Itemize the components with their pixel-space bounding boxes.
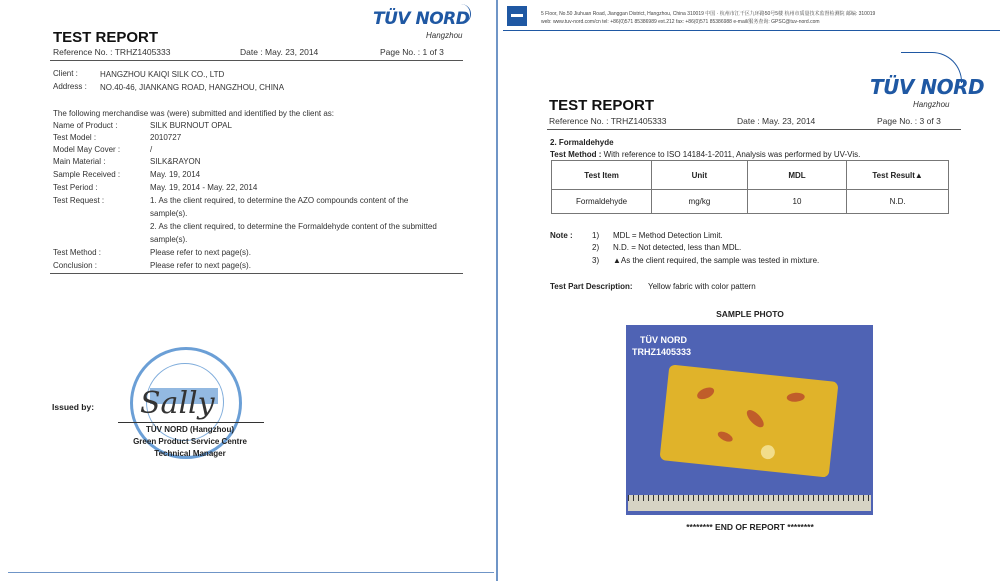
field-value: 2010727 xyxy=(150,133,182,142)
table-cell: mg/kg xyxy=(652,190,748,214)
conclusion-label: Conclusion : xyxy=(53,261,98,270)
page-number: Page No. : 3 of 3 xyxy=(877,116,941,126)
address-label: Address : xyxy=(53,82,87,91)
request-continuation: sample(s). xyxy=(150,235,188,244)
field-label: Name of Product : xyxy=(53,121,118,130)
method-value: Please refer to next page(s). xyxy=(150,248,251,257)
signer-title: Technical Manager xyxy=(154,449,226,458)
field-label: Test Request : xyxy=(53,196,105,205)
letterhead-contact: web: www.tuv-nord.com/cn tel: +86(0)571 85386989 ext.212 fax: +86(0)571 85386988 e-mail/服务查询: GPSC@tuv-nord.com xyxy=(541,19,820,25)
field-label: Test Period : xyxy=(53,183,98,192)
fabric-leaf-pattern xyxy=(716,429,734,443)
table-cell: N.D. xyxy=(847,190,949,214)
report-title: TEST REPORT xyxy=(53,29,159,46)
request-continuation: sample(s). xyxy=(150,209,188,218)
signature-line xyxy=(118,422,264,423)
letterhead-rule xyxy=(503,30,1000,31)
field-value: SILK BURNOUT OPAL xyxy=(150,121,232,130)
table-header-row xyxy=(552,161,949,190)
fabric-leaf-pattern xyxy=(744,407,766,430)
page-number: Page No. : 1 of 3 xyxy=(380,47,444,57)
header-rule xyxy=(50,60,463,61)
field-value: / xyxy=(150,145,153,154)
fabric-flower-pattern xyxy=(760,444,775,459)
note-label: Note : xyxy=(550,231,573,240)
footer-rule xyxy=(50,273,463,274)
photo-label-brand: TÜV NORD xyxy=(640,335,687,345)
sample-photo-title: SAMPLE PHOTO xyxy=(716,309,784,319)
report-date: Date : May. 23, 2014 xyxy=(240,47,319,57)
table-header: Test Result▲ xyxy=(847,161,949,190)
report-date: Date : May. 23, 2014 xyxy=(737,116,816,126)
field-label: Test Model : xyxy=(53,133,97,142)
tuv-nord-logo: TÜV NORD xyxy=(870,75,985,99)
note-text: MDL = Method Detection Limit. xyxy=(613,231,723,240)
report-title: TEST REPORT xyxy=(549,97,655,114)
page-bottom-rule xyxy=(8,572,494,573)
test-method-label: Test Method : xyxy=(550,150,602,159)
fabric-leaf-pattern xyxy=(695,385,716,401)
logo-city: Hangzhou xyxy=(426,31,463,40)
client-label: Client : xyxy=(53,69,78,78)
conclusion-value: Please refer to next page(s). xyxy=(150,261,251,270)
field-value: 1. As the client required, to determine the AZO compounds content of the xyxy=(150,196,409,205)
signer-company: TÜV NORD (Hangzhou) xyxy=(146,425,234,434)
field-value: May. 19, 2014 xyxy=(150,170,201,179)
section-title: 2. Formaldehyde xyxy=(550,138,614,147)
table-header: Test Item xyxy=(552,161,652,190)
intro-text: The following merchandise was (were) submitted and identified by the client as: xyxy=(53,109,335,118)
tuv-nord-logo: TÜV NORD xyxy=(373,9,470,29)
letterhead-address: 5 Floor, No.50 Jiuhuan Road, Jianggan District, Hangzhou, China 310019 中国 · 杭州市江干区九环路50号5楼 杭州市质量技术监督检测院 邮编: 310019 xyxy=(541,11,876,17)
note-text: N.D. = Not detected, less than MDL. xyxy=(613,243,742,252)
address-value: NO.40-46, JIANKANG ROAD, HANGZHOU, CHINA xyxy=(100,83,285,92)
result-table xyxy=(551,160,949,214)
part-description-label: Test Part Description: xyxy=(550,282,633,291)
note-text: ▲As the client required, the sample was tested in mixture. xyxy=(613,256,820,265)
note-number: 2) xyxy=(592,243,600,252)
test-method-line xyxy=(550,150,860,159)
fabric-sample xyxy=(659,364,838,477)
note-number: 1) xyxy=(592,231,600,240)
fabric-leaf-pattern xyxy=(786,392,805,402)
measuring-ruler xyxy=(628,495,871,511)
signature: Sally xyxy=(140,386,215,421)
letterhead-mark-bar xyxy=(511,14,523,17)
table-header: MDL xyxy=(747,161,846,190)
signer-centre: Green Product Service Centre xyxy=(133,437,247,446)
report-page-3 xyxy=(503,0,1000,581)
request-continuation: 2. As the client required, to determine the Formaldehyde content of the submitted xyxy=(150,222,437,231)
client-value: HANGZHOU KAIQI SILK CO., LTD xyxy=(100,70,225,79)
reference-no: Reference No. : TRHZ1405333 xyxy=(53,47,171,57)
photo-label-ref: TRHZ1405333 xyxy=(632,347,692,357)
part-description-value: Yellow fabric with color pattern xyxy=(648,282,756,291)
note-number: 3) xyxy=(592,256,600,265)
reference-no: Reference No. : TRHZ1405333 xyxy=(549,116,667,126)
method-label: Test Method : xyxy=(53,248,102,257)
sample-photo xyxy=(626,325,873,515)
test-method-text: With reference to ISO 14184-1-2011, Analysis was performed by UV-Vis. xyxy=(601,150,861,159)
table-header: Unit xyxy=(652,161,748,190)
field-label: Main Material : xyxy=(53,157,106,166)
table-cell: Formaldehyde xyxy=(552,190,652,214)
field-value: May. 19, 2014 - May. 22, 2014 xyxy=(150,183,258,192)
ruler-ticks xyxy=(628,495,871,501)
issued-by-label: Issued by: xyxy=(52,402,95,412)
header-rule xyxy=(547,129,961,130)
field-value: SILK&RAYON xyxy=(150,157,201,166)
field-label: Sample Received : xyxy=(53,170,121,179)
report-page-1 xyxy=(0,0,498,581)
field-label: Model May Cover : xyxy=(53,145,121,154)
table-cell: 10 xyxy=(747,190,846,214)
table-row xyxy=(552,190,949,214)
logo-city: Hangzhou xyxy=(913,100,950,109)
end-of-report: ******** END OF REPORT ******** xyxy=(686,522,814,532)
